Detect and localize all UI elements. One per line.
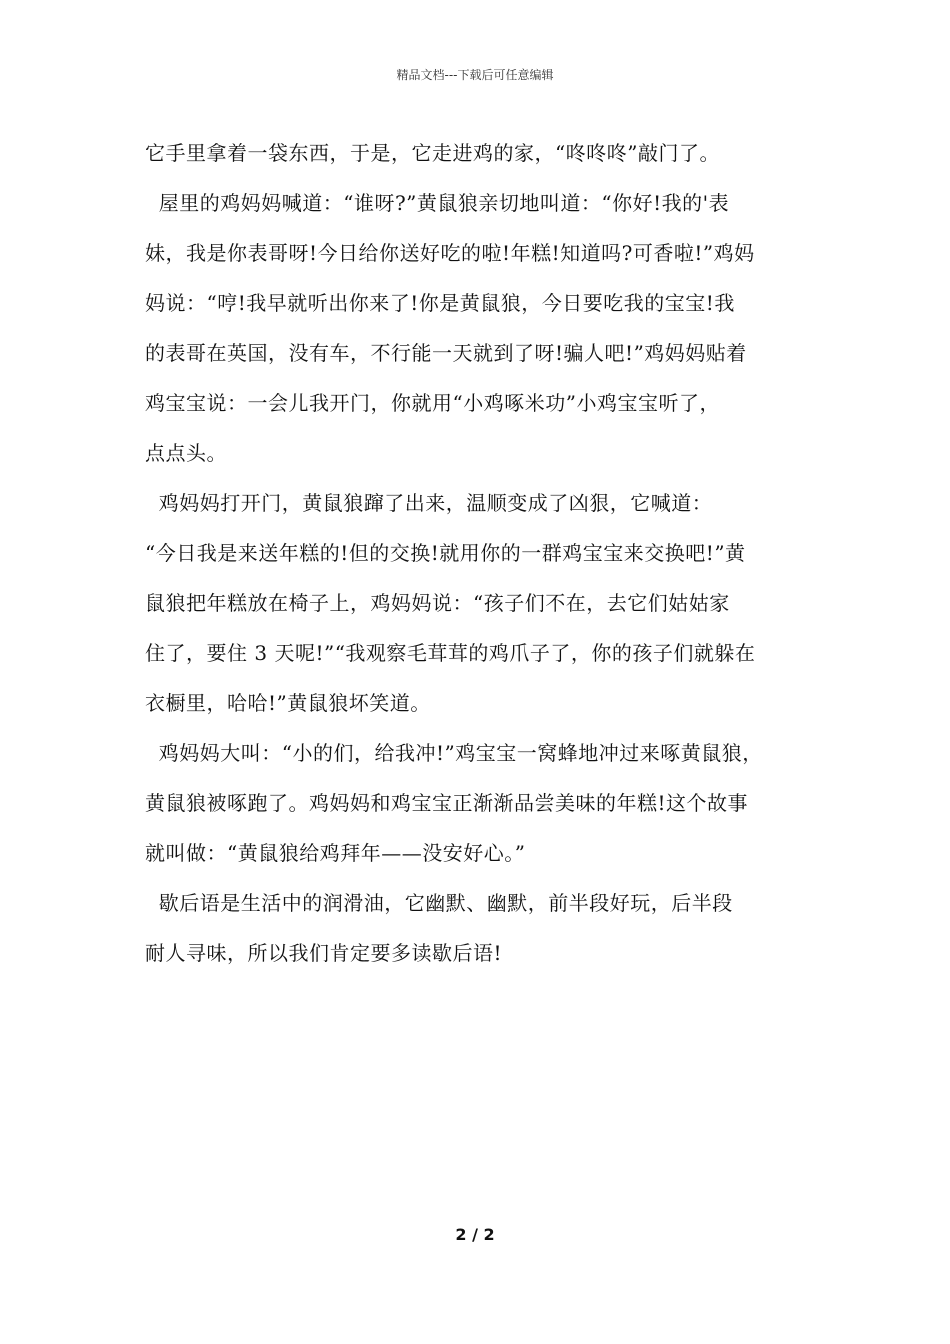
page-header: 精品文档---下载后可任意编辑 bbox=[396, 68, 554, 82]
text-line: 黄鼠狼被啄跑了。鸡妈妈和鸡宝宝正渐渐品尝美味的年糕!这个故事 bbox=[145, 791, 749, 815]
text-line: “今日我是来送年糕的!但的交换!就用你的一群鸡宝宝来交换吧!”黄 bbox=[145, 541, 746, 565]
text-line: 的表哥在英国，没有车，不行能一天就到了呀!骗人吧!”鸡妈妈贴着 bbox=[145, 341, 747, 365]
text-line: 它手里拿着一袋东西，于是，它走进鸡的家，“咚咚咚”敲门了。 bbox=[145, 141, 720, 165]
text-line: 就叫做：“黄鼠狼给鸡拜年——没安好心。” bbox=[145, 841, 526, 865]
text-line: 鸡妈妈大叫：“小的们，给我冲!”鸡宝宝一窝蜂地冲过来啄黄鼠狼， bbox=[145, 741, 763, 765]
text-line: 屋里的鸡妈妈喊道：“谁呀?”黄鼠狼亲切地叫道：“你好!我的'表 bbox=[145, 191, 730, 215]
text-line: 衣橱里，哈哈!”黄鼠狼坏笑道。 bbox=[145, 691, 431, 715]
text-line: 住了，要住 3 天呢!”“我观察毛茸茸的鸡爪子了，你的孩子们就躲在 bbox=[145, 641, 756, 665]
text-line: 耐人寻味，所以我们肯定要多读歇后语! bbox=[145, 941, 503, 965]
document-body bbox=[145, 128, 813, 978]
text-line: 鼠狼把年糕放在椅子上，鸡妈妈说：“孩子们不在，去它们姑姑家 bbox=[145, 591, 730, 615]
text-line: 鸡宝宝说：一会儿我开门，你就用“小鸡啄米功”小鸡宝宝听了， bbox=[145, 391, 720, 415]
text-line: 鸡妈妈打开门，黄鼠狼蹿了出来，温顺变成了凶狠，它喊道： bbox=[145, 491, 713, 515]
text-line: 妈说：“哼!我早就听出你来了!你是黄鼠狼，今日要吃我的宝宝!我 bbox=[145, 291, 735, 315]
page-number: 2 / 2 bbox=[455, 1225, 495, 1244]
text-line: 点点头。 bbox=[145, 441, 227, 465]
text-line: 歇后语是生活中的润滑油，它幽默、幽默，前半段好玩，后半段 bbox=[145, 891, 733, 915]
text-line: 妹，我是你表哥呀!今日给你送好吃的啦!年糕!知道吗?可香啦!”鸡妈 bbox=[145, 241, 755, 265]
